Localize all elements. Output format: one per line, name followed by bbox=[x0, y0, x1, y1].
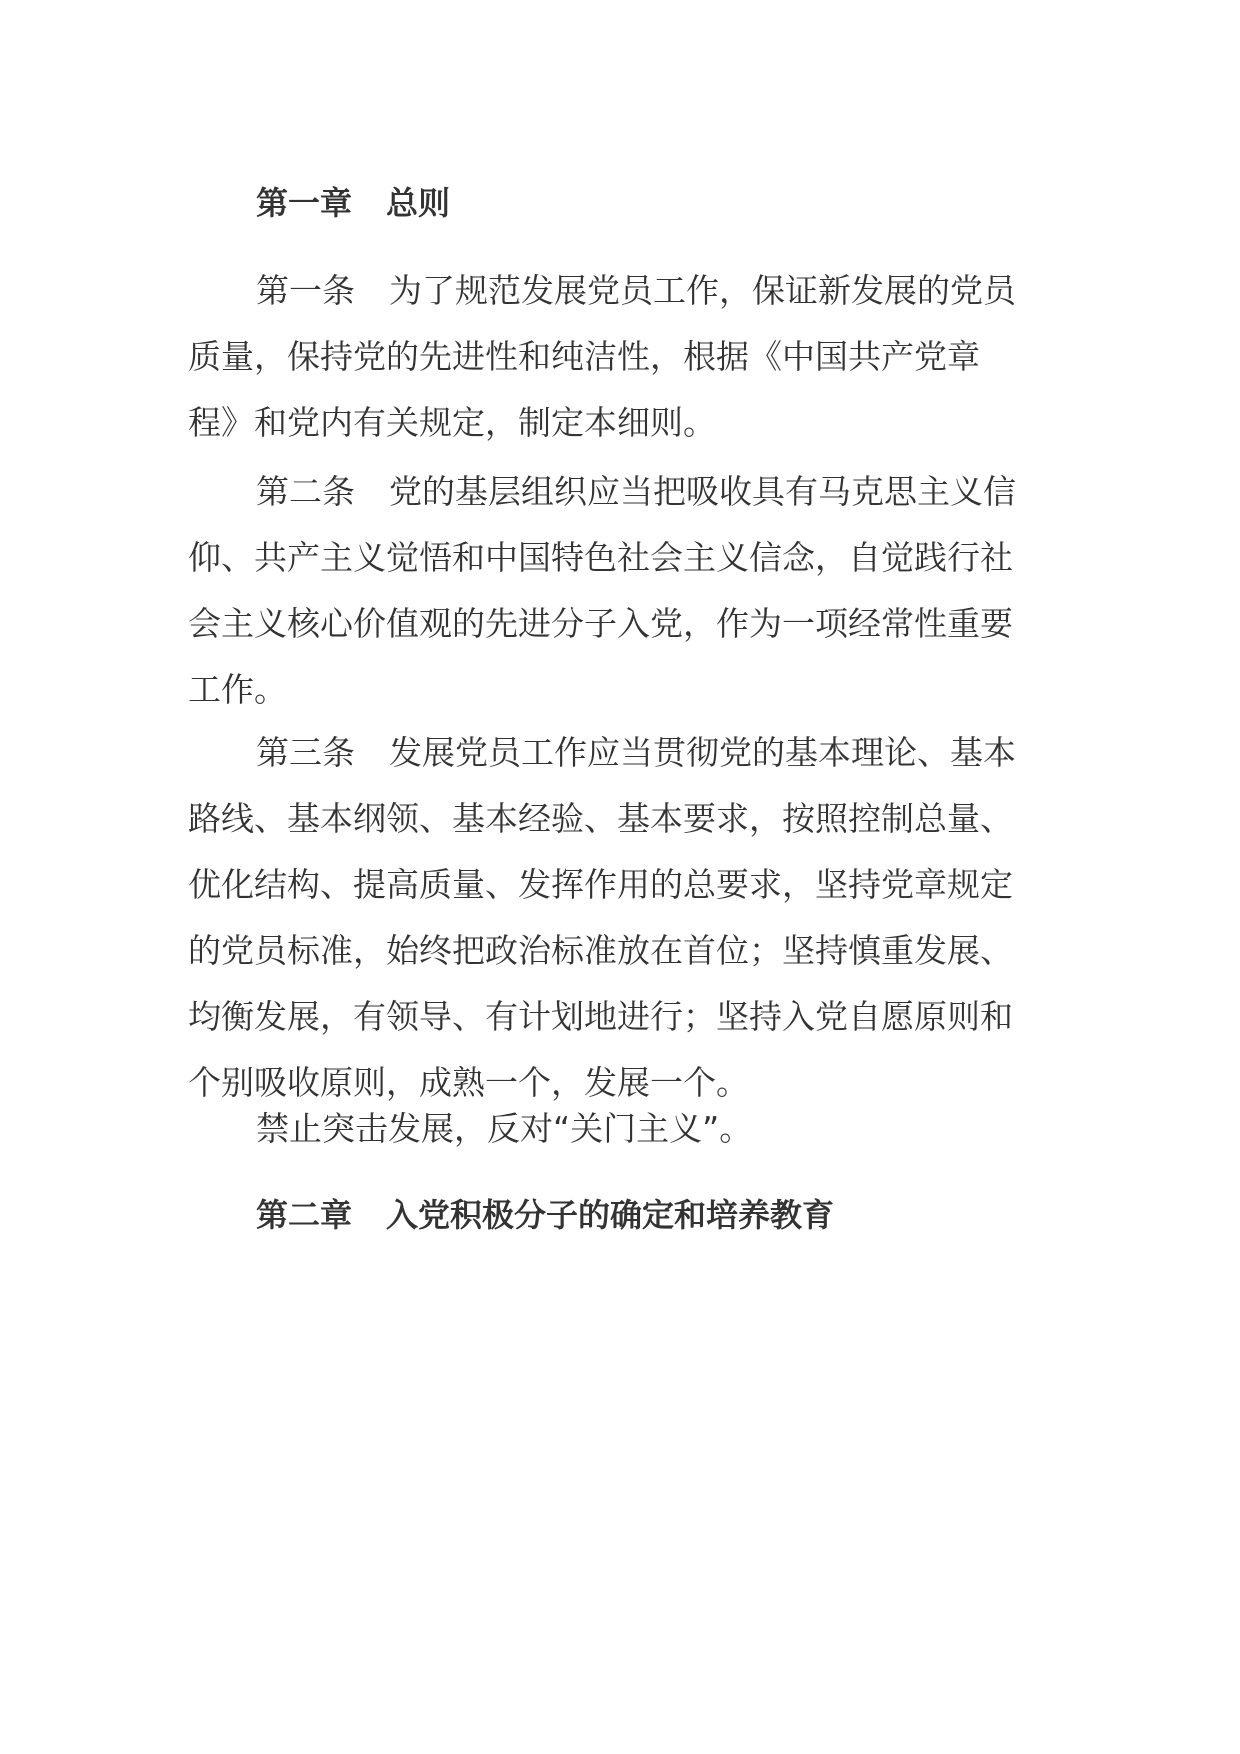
note-paragraph bbox=[188, 1096, 1068, 1162]
article-line: 会主义核心价值观的先进分子入党，作为一项经常性重要 bbox=[188, 604, 1013, 643]
article-line: 优化结构、提高质量、发挥作用的总要求，坚持党章规定 bbox=[188, 865, 1013, 904]
article-number: 第三条 bbox=[256, 733, 355, 772]
chapter-title: 总则 bbox=[386, 184, 451, 222]
chapter-title: 入党积极分子的确定和培养教育 bbox=[386, 1196, 835, 1234]
chapter-heading bbox=[256, 1193, 834, 1237]
article-line: 第一条 为了规范发展党员工作，保证新发展的党员 bbox=[256, 271, 1016, 310]
article-number: 第二条 bbox=[256, 472, 355, 511]
article-line: 路线、基本纲领、基本经验、基本要求，按照控制总量、 bbox=[188, 799, 1013, 838]
article-line: 第三条 发展党员工作应当贯彻党的基本理论、基本 bbox=[256, 733, 1016, 772]
article-number: 第一条 bbox=[256, 271, 355, 310]
article-paragraph bbox=[188, 459, 1068, 723]
article-line: 的党员标准，始终把政治标准放在首位；坚持慎重发展、 bbox=[188, 931, 1013, 970]
article-line: 工作。 bbox=[188, 670, 287, 709]
article-line: 个别吸收原则，成熟一个，发展一个。 bbox=[188, 1063, 749, 1102]
article-line: 第二条 党的基层组织应当把吸收具有马克思主义信 bbox=[256, 472, 1016, 511]
article-paragraph bbox=[188, 720, 1068, 1116]
chapter-number: 第二章 bbox=[256, 1196, 353, 1234]
article-paragraph bbox=[188, 258, 1068, 456]
article-line: 质量，保持党的先进性和纯洁性，根据《中国共产党章 bbox=[188, 337, 980, 376]
note-line: 禁止突击发展，反对“关门主义”。 bbox=[256, 1109, 753, 1148]
article-line: 程》和党内有关规定，制定本细则。 bbox=[188, 403, 716, 442]
chapter-number: 第一章 bbox=[256, 184, 353, 222]
article-line: 仰、共产主义觉悟和中国特色社会主义信念，自觉践行社 bbox=[188, 538, 1013, 577]
chapter-heading bbox=[256, 181, 450, 225]
article-line: 均衡发展，有领导、有计划地进行；坚持入党自愿原则和 bbox=[188, 997, 1013, 1036]
